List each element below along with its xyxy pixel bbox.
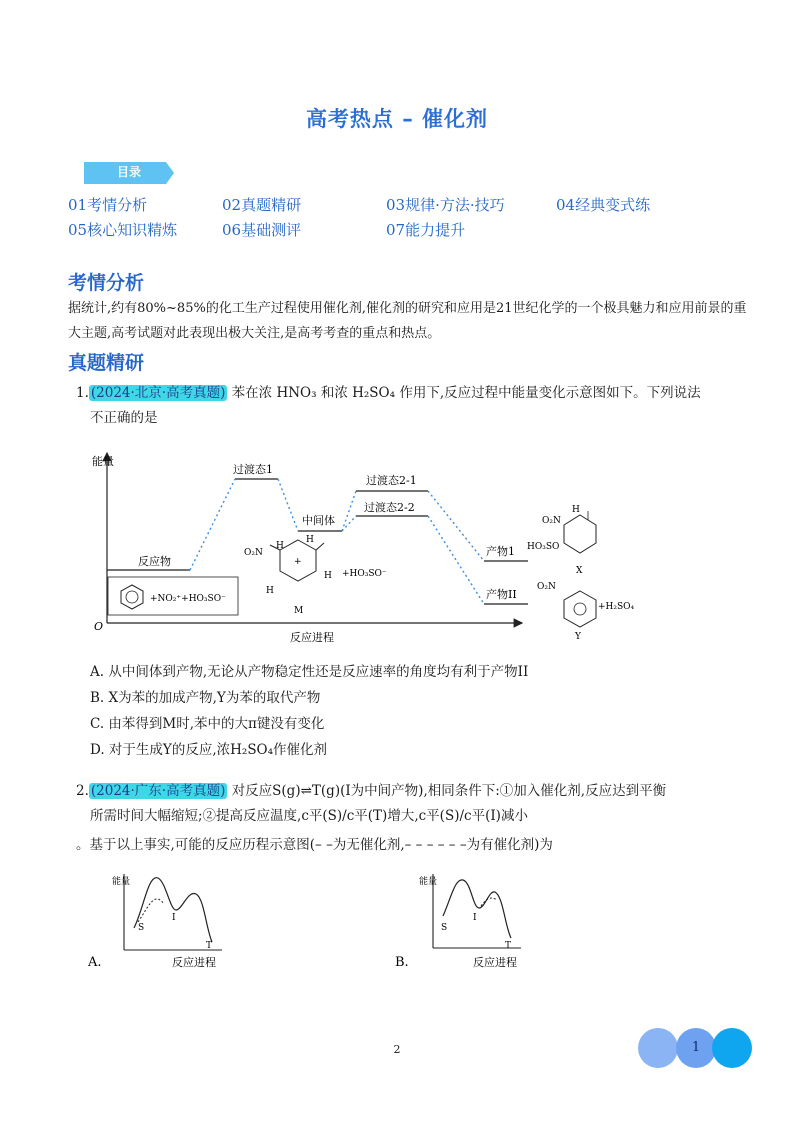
graph-a-t: T — [206, 941, 213, 951]
question-1-option-d[interactable]: D. 对于生成Y的反应,浓H₂SO₄作催化剂 — [90, 742, 328, 758]
graph-b-option-label: B. — [395, 955, 409, 970]
graph-option-a[interactable] — [88, 868, 268, 970]
atom-h-5: H — [572, 505, 580, 515]
y-axis-label: 能量 — [92, 455, 114, 468]
atom-h-4: H — [324, 571, 332, 581]
toc-tag-label: 目录 — [116, 165, 141, 179]
label-ts2-2: 过渡态2-2 — [364, 501, 415, 514]
label-reactant: 反应物 — [138, 555, 171, 568]
graph-b-s: S — [441, 923, 448, 933]
footer-decor-circle-3 — [712, 1028, 752, 1068]
atom-x: X — [576, 566, 583, 576]
toc-item-5[interactable]: 05核心知识精炼 — [68, 221, 178, 239]
toc-item-2[interactable]: 02真题精研 — [222, 196, 302, 214]
question-2-line1 — [76, 779, 666, 804]
label-ts1: 过渡态1 — [233, 463, 273, 476]
toc-item-6[interactable]: 06基础测评 — [222, 221, 302, 239]
question-1-option-c[interactable]: C. 由苯得到M时,苯中的大π键没有变化 — [90, 716, 325, 732]
toc-item-3[interactable]: 03规律·方法·技巧 — [386, 196, 505, 214]
graph-b-xlabel: 反应进程 — [473, 956, 517, 969]
question-1-number: 1. — [76, 385, 89, 401]
atom-y: Y — [575, 632, 581, 642]
reactant-text: +NO₂⁺+HO₃SO⁻ — [150, 594, 226, 604]
label-intermediate: 中间体 — [302, 514, 335, 527]
graph-b-curve — [443, 880, 511, 938]
atom-ho3so: HO₃SO — [527, 542, 560, 552]
section-heading-real-questions: 真题精研 — [68, 352, 145, 374]
question-1-line2: 不正确的是 — [90, 410, 158, 426]
atom-h-2: H — [306, 535, 314, 545]
page-number: 2 — [393, 1043, 401, 1056]
atom-o2n-2: O₂N — [542, 516, 561, 526]
label-ts2-1: 过渡态2-1 — [366, 474, 417, 487]
graph-option-b[interactable] — [395, 868, 575, 970]
graph-a-option-label: A. — [88, 955, 102, 970]
graph-a-i: I — [172, 913, 176, 923]
origin-label: O — [94, 620, 104, 633]
question-2-source: (2024·广东·高考真题) — [90, 783, 226, 799]
analysis-paragraph: 据统计,约有80%~85%的化工生产过程使用催化剂,催化剂的研究和应用是21世纪化学的一个极具魅力和应用前景的重大主题,高考试题对此表现出极大关注,是高考考查的重点和热点。 — [68, 301, 747, 341]
product2-extra: +H₂SO₄ — [598, 602, 635, 612]
plus-sign: + — [294, 557, 302, 567]
page-title: 高考热点 – 催化剂 — [305, 107, 489, 131]
energy-diagram-1 — [80, 445, 730, 645]
question-1-option-a[interactable]: A. 从中间体到产物,无论从产物稳定性还是反应速率的角度均有利于产物II — [90, 664, 529, 680]
graph-b-i: I — [473, 913, 477, 923]
question-2-line3: 。基于以上事实,可能的反应历程示意图(– –为无催化剂,– – – – – –为有催化剂)为 — [76, 837, 553, 853]
toc-item-1[interactable]: 01考情分析 — [68, 196, 148, 214]
atom-o2n-3: O₂N — [537, 582, 556, 592]
graph-a-xlabel: 反应进程 — [172, 956, 216, 969]
graph-a-catalyzed-curve — [138, 899, 164, 922]
graph-a-curve — [134, 878, 212, 942]
benzene-icon — [121, 585, 143, 609]
question-1-line1 — [76, 381, 701, 406]
section-heading-analysis: 考情分析 — [68, 272, 145, 294]
atom-m: M — [294, 606, 304, 616]
toc-tag — [84, 162, 174, 184]
atom-h-1: H — [276, 541, 284, 551]
question-2-text: 对反应S(g)⇌T(g)(I为中间产物),相同条件下:①加入催化剂,反应达到平衡 — [231, 783, 667, 799]
question-2-line2: 所需时间大幅缩短;②提高反应温度,c平(S)/c平(T)增大,c平(S)/c平(Ⅰ)减小 — [90, 808, 528, 824]
connectors — [190, 479, 484, 604]
page-badge[interactable]: 1 — [691, 1040, 701, 1055]
intermediate-extra: +HO₃SO⁻ — [342, 569, 387, 579]
label-product1: 产物1 — [486, 545, 515, 558]
graph-b-t: T — [505, 941, 512, 951]
question-2-number: 2. — [76, 783, 89, 799]
graph-a-ylabel: 能量 — [112, 877, 131, 887]
atom-o2n-1: O₂N — [244, 548, 263, 558]
atom-h-3: H — [266, 586, 274, 596]
question-1-text: 苯在浓 HNO₃ 和浓 H₂SO₄ 作用下,反应过程中能量变化示意图如下。下列说法 — [231, 385, 701, 401]
toc-item-4[interactable]: 04经典变式练 — [556, 196, 651, 214]
question-1-option-b[interactable]: B. X为苯的加成产物,Y为苯的取代产物 — [90, 690, 321, 706]
product2-ring-icon — [564, 591, 596, 627]
x-axis-label: 反应进程 — [290, 631, 334, 644]
question-1-source: (2024·北京·高考真题) — [90, 385, 226, 401]
product1-ring-icon — [564, 511, 596, 553]
footer-decor-circle-1 — [638, 1028, 678, 1068]
graph-a-s: S — [138, 923, 145, 933]
toc-item-7[interactable]: 07能力提升 — [386, 221, 466, 239]
label-product2: 产物II — [486, 588, 517, 601]
graph-b-ylabel: 能量 — [419, 877, 438, 887]
